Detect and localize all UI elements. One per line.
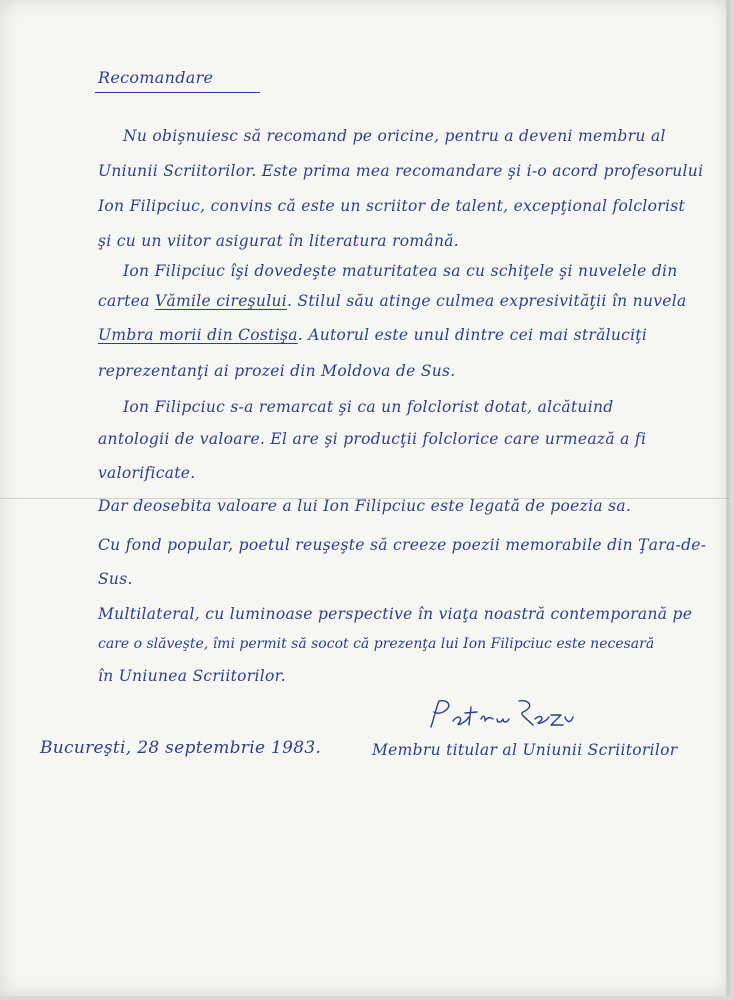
body-line-12: Dar deosebita valoare a lui Ion Filipciuc este legată de poezia sa.: [98, 497, 632, 515]
body-line-10: antologii de valoare. El are şi producţii folclorice care urmează a fi: [98, 430, 647, 448]
body-line-9: Ion Filipciuc s-a remarcat şi ca un folclorist dotat, alcătuind: [123, 398, 614, 416]
body-line-16: care o slăveşte, îmi permit să socot că prezenţa lui Ion Filipciuc este necesară: [98, 636, 655, 652]
body-line-3: Ion Filipciuc, convins că este un scriitor de talent, excepţional folclorist: [98, 197, 686, 215]
body-line-5: Ion Filipciuc îşi dovedeşte maturitatea sa cu schiţele şi nuvelele din: [123, 262, 678, 280]
title-underline: [95, 92, 260, 93]
body-line-2: Uniunii Scriitorilor. Este prima mea recomandare şi i-o acord profesorului: [98, 162, 704, 180]
body-line-4: şi cu un viitor asigurat în literatura română.: [98, 232, 460, 250]
body-line-14: Sus.: [98, 570, 133, 588]
signature-title: Membru titular al Uniunii Scriitorilor: [372, 741, 678, 759]
body-line-6: [98, 292, 687, 310]
body-line-8: reprezentanţi ai prozei din Moldova de Sus.: [98, 362, 456, 380]
body-line-7: [98, 326, 647, 344]
letter-title: Recomandare: [98, 68, 214, 87]
body-line-7-text: Autorul este unul dintre cei mai străluciţi: [308, 326, 648, 344]
body-line-15: Multilateral, cu luminoase perspective în viaţa noastră contemporană pe: [98, 605, 693, 623]
body-line-11: valorificate.: [98, 464, 196, 482]
body-line-7-sep: .: [297, 326, 309, 344]
body-line-6-prefix: cartea: [98, 292, 156, 310]
story-title: Umbra morii din Costişa: [98, 326, 298, 344]
book-title: Vămile cireşului: [155, 292, 288, 310]
body-line-13: Cu fond popular, poetul reuşeşte să creeze poezii memorabile din Ţara-de-: [98, 536, 707, 554]
body-line-6-suffix: . Stilul său atinge culmea expresivităţii în nuvela: [287, 292, 687, 310]
place-date: Bucureşti, 28 septembrie 1983.: [40, 738, 322, 758]
body-line-17: în Uniunea Scriitorilor.: [98, 667, 286, 685]
body-line-1: Nu obişnuiesc să recomand pe oricine, pentru a deveni membru al: [123, 127, 666, 145]
handwritten-signature: [425, 697, 575, 731]
